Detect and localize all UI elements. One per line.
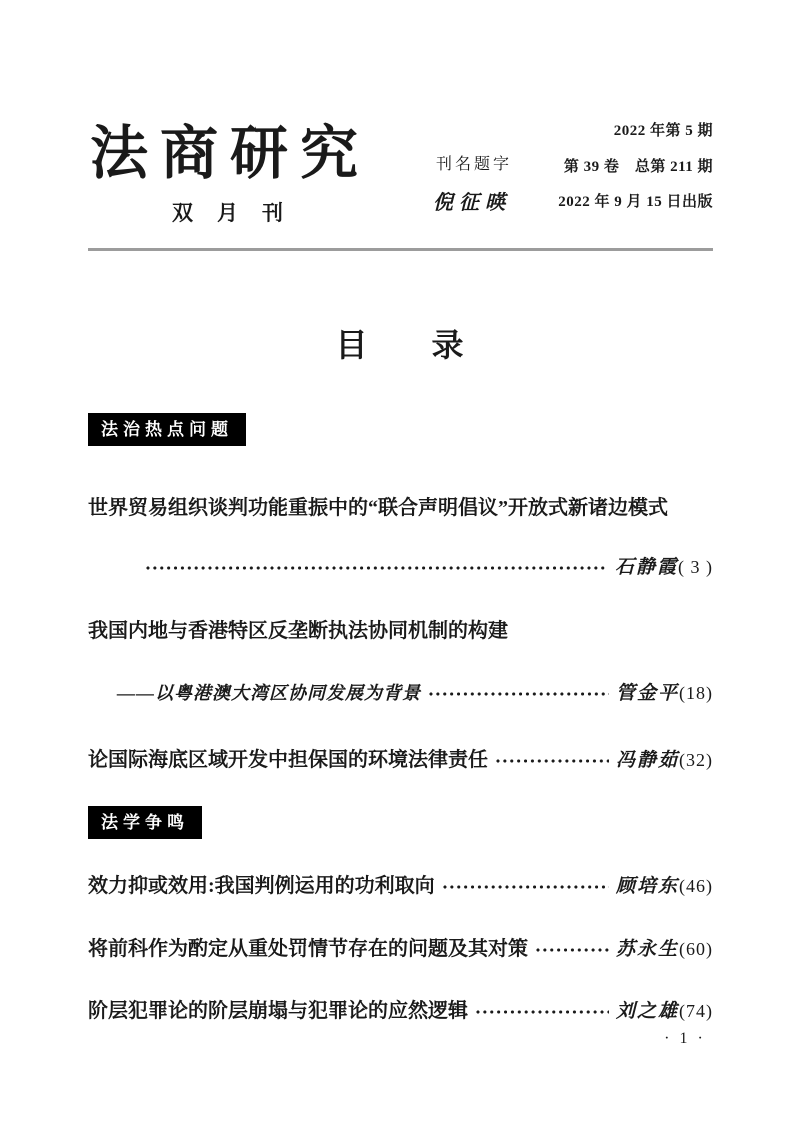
article-page-ref: ( 3 ) <box>678 557 713 577</box>
article-page-ref: (46) <box>679 876 713 896</box>
article-row <box>88 934 713 965</box>
article-author: 管金平 <box>615 683 679 704</box>
article-page-ref: (74) <box>679 1001 713 1021</box>
article-row <box>88 493 713 523</box>
article-title: 效力抑或效用:我国判例运用的功利取向 <box>88 875 435 897</box>
page-number: · 1 · <box>664 1030 706 1047</box>
article-row <box>88 871 713 902</box>
article-page-ref: (18) <box>679 683 713 703</box>
dots-leader <box>495 756 609 766</box>
publish-date: 2022 年 9 月 15 日出版 <box>558 194 713 210</box>
section-badge-hot-issues: 法治热点问题 <box>88 413 246 446</box>
article-author: 刘之雄 <box>615 1001 679 1022</box>
volume-info: 第 39 卷 总第 211 期 <box>563 159 713 175</box>
article-row <box>88 616 713 646</box>
article-leader-row <box>117 678 713 709</box>
article-author: 顾培东 <box>615 876 679 897</box>
dots-leader <box>145 563 608 573</box>
article-author: 苏永生 <box>615 939 679 960</box>
inscription-calligrapher-name: 倪征暎 <box>433 192 511 214</box>
article-leader-row <box>138 552 713 583</box>
dots-leader <box>535 945 609 955</box>
toc-title: 目 录 <box>335 327 464 363</box>
article-row <box>88 996 713 1027</box>
article-title: 我国内地与香港特区反垄断执法协同机制的构建 <box>88 620 508 642</box>
article-page-ref: (32) <box>679 750 713 770</box>
article-title: 阶层犯罪论的阶层崩塌与犯罪论的应然逻辑 <box>88 1000 468 1022</box>
article-row <box>88 745 713 776</box>
section-badge-legal-debate: 法学争鸣 <box>88 806 202 839</box>
journal-title: 法商研究 <box>90 121 371 186</box>
dots-leader <box>442 882 609 892</box>
article-author: 石静霞 <box>614 557 678 578</box>
dots-leader <box>475 1007 609 1017</box>
article-subtitle: ——以粤港澳大湾区协同发展为背景 <box>117 683 421 703</box>
issue-number: 2022 年第 5 期 <box>613 123 713 139</box>
article-author: 冯静茹 <box>615 750 679 771</box>
header-divider-rule <box>88 248 713 251</box>
inscription-label: 刊名题字 <box>436 156 513 173</box>
article-title: 世界贸易组织谈判功能重振中的“联合声明倡议”开放式新诸边模式 <box>88 497 668 519</box>
journal-frequency: 双月刊 <box>172 201 307 225</box>
article-title: 将前科作为酌定从重处罚情节存在的问题及其对策 <box>88 938 528 960</box>
dots-leader <box>428 689 609 699</box>
article-title: 论国际海底区域开发中担保国的环境法律责任 <box>88 749 488 771</box>
article-page-ref: (60) <box>679 939 713 959</box>
